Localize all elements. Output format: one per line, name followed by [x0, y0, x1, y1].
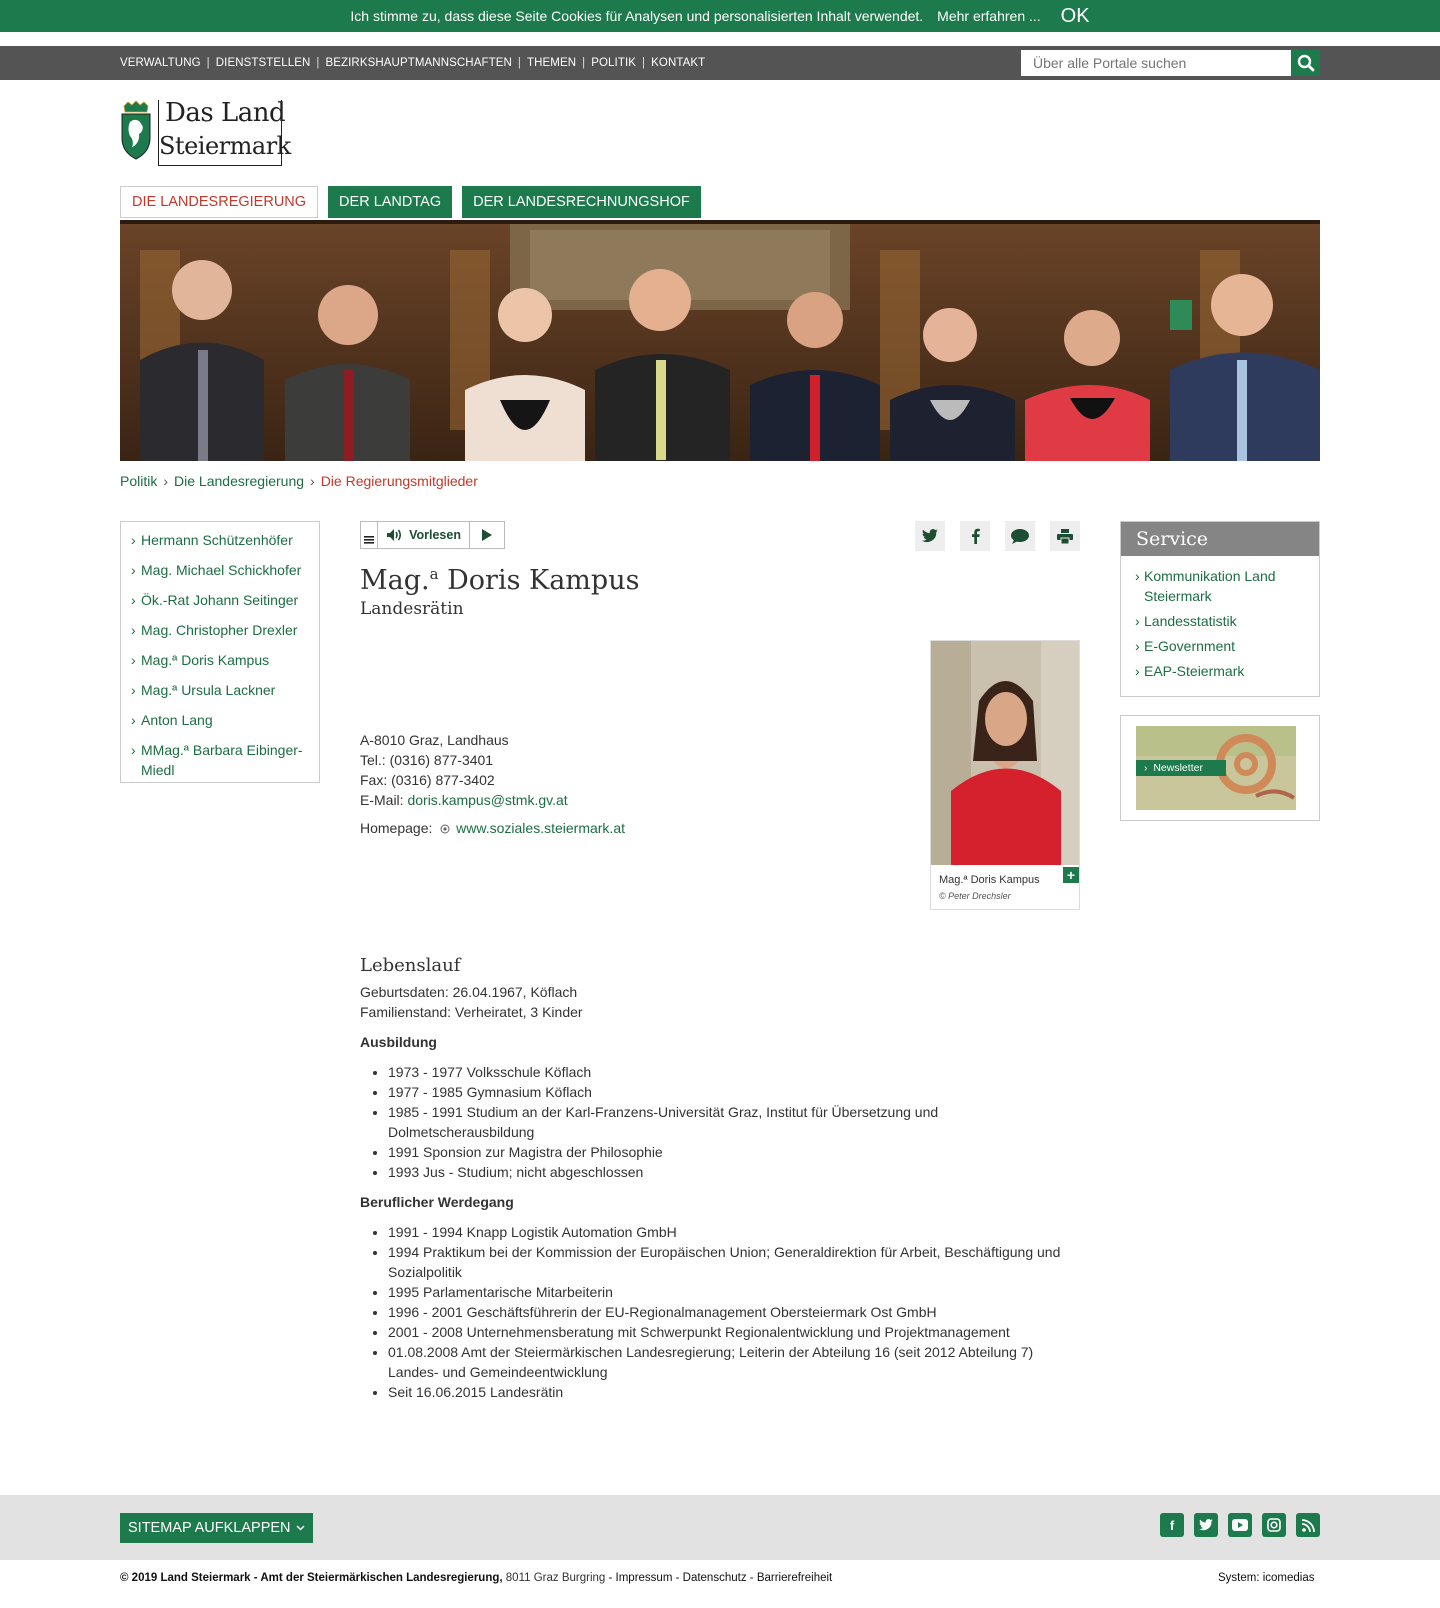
member-link-kampus[interactable]: › Mag.ª Doris Kampus — [131, 652, 270, 668]
topnav-dienststellen[interactable]: DIENSTSTELLEN — [215, 57, 311, 69]
search-button[interactable] — [1291, 50, 1320, 76]
service-list — [1121, 556, 1319, 681]
email-row: E-Mail: doris.kampus@stmk.gv.at — [360, 792, 568, 808]
member-link-eibinger-miedl[interactable]: › MMag.ª Barbara Eibinger-Miedl — [131, 742, 303, 778]
play-button[interactable] — [470, 529, 504, 541]
read-aloud-widget — [360, 521, 505, 549]
newsletter-label: › Newsletter — [1136, 760, 1226, 776]
cookie-more-link[interactable]: Mehr erfahren ... — [937, 8, 1041, 24]
facebook-share-button[interactable] — [960, 521, 990, 551]
portrait-photo[interactable] — [930, 640, 1080, 910]
topnav-themen[interactable]: THEMEN — [526, 57, 577, 69]
list-item: • 1985 - 1991 Studium an der Karl-Franzens-Universität Graz, Institut für Übersetzung und Dolmetscherausbildung — [388, 1102, 1080, 1142]
contact-info — [360, 730, 568, 810]
social-links — [1160, 1513, 1320, 1537]
logo-line-1: Das Land — [165, 98, 286, 128]
education-list — [388, 1062, 1080, 1182]
fax: Fax: (0316) 877-3402 — [360, 772, 495, 788]
top-nav: VERWALTUNG | DIENSTSTELLEN | BEZIRKSHAUPTMANNSCHAFTEN | THEMEN | POLITIK | KONTAKT — [120, 57, 706, 69]
member-link-lang[interactable]: › Anton Lang — [131, 712, 213, 728]
main-tabs — [120, 186, 701, 218]
chevron-down-icon — [296, 1525, 305, 1531]
list-item: • 1993 Jus - Studium; nicht abgeschlossen — [388, 1162, 1080, 1182]
list-item: • 01.08.2008 Amt der Steiermärkischen Landesregierung; Leiterin der Abteilung 16 (seit 2012 Abteilung 7) Landes- und Gemeindeentwicklung — [388, 1342, 1080, 1382]
youtube-icon[interactable] — [1228, 1513, 1252, 1537]
chevron-right-icon: › — [163, 473, 169, 489]
service-heading: Service — [1121, 522, 1319, 556]
members-nav — [120, 521, 320, 783]
instagram-icon[interactable] — [1262, 1513, 1286, 1537]
twitter-icon[interactable] — [1194, 1513, 1218, 1537]
top-bar — [0, 46, 1440, 80]
newsletter-box — [1120, 715, 1320, 821]
member-link-schuetzenhoefer[interactable]: › Hermann Schützenhöfer — [131, 532, 293, 548]
newsletter-banner[interactable] — [1136, 726, 1296, 810]
email-link[interactable]: doris.kampus@stmk.gv.at — [407, 792, 568, 808]
service-link-kommunikation[interactable]: › Kommunikation Land Steiermark — [1135, 568, 1276, 604]
logo-line-2: Steiermark — [159, 132, 291, 160]
coat-of-arms-icon — [120, 100, 152, 160]
list-item: • 1991 - 1994 Knapp Logistik Automation GmbH — [388, 1222, 1080, 1242]
facebook-icon — [971, 528, 980, 544]
read-aloud-button[interactable] — [378, 522, 470, 548]
portrait-image — [931, 641, 1079, 865]
name-prefix-sup: a — [429, 565, 439, 583]
reader-menu-button[interactable] — [361, 522, 378, 548]
tab-landesregierung[interactable]: DIE LANDESREGIERUNG — [120, 186, 318, 218]
footer-address: 8011 Graz Burgring — [505, 1572, 606, 1584]
speaker-icon — [386, 528, 404, 542]
member-link-seitinger[interactable]: › Ök.-Rat Johann Seitinger — [131, 592, 299, 608]
hero-image — [120, 220, 1320, 461]
service-link-landesstatistik[interactable]: › Landesstatistik — [1135, 613, 1237, 629]
breadcrumb-current: Die Regierungsmitglieder — [320, 473, 478, 489]
facebook-icon[interactable]: f — [1160, 1513, 1184, 1537]
list-item: • 1994 Praktikum bei der Kommission der Europäischen Union; Generaldirektion für Arbeit, Beschäftigung und Sozialpolitik — [388, 1242, 1080, 1282]
member-link-lackner[interactable]: › Mag.ª Ursula Lackner — [131, 682, 276, 698]
impressum-link[interactable]: Impressum — [615, 1572, 673, 1584]
system-credit: System: icomedias — [1218, 1572, 1315, 1584]
birth-data: Geburtsdaten: 26.04.1967, Köflach — [360, 984, 578, 1000]
homepage-row — [360, 820, 625, 836]
service-link-e-government[interactable]: › E-Government — [1135, 638, 1236, 654]
member-link-drexler[interactable]: › Mag. Christopher Drexler — [131, 622, 298, 638]
homepage-label: Homepage: — [360, 820, 433, 836]
career-heading: Beruflicher Werdegang — [360, 1194, 514, 1210]
rss-icon[interactable] — [1296, 1513, 1320, 1537]
phone: Tel.: (0316) 877-3401 — [360, 752, 494, 768]
name: Doris Kampus — [447, 565, 640, 596]
government-group-photo — [120, 220, 1320, 461]
list-item: • 1995 Parlamentarische Mitarbeiterin — [388, 1282, 1080, 1302]
role-subtitle: Landesrätin — [360, 599, 464, 619]
homepage-link[interactable]: www.soziales.steiermark.at — [456, 820, 625, 836]
logo-text — [158, 98, 291, 166]
twitter-share-button[interactable] — [915, 521, 945, 551]
address: A-8010 Graz, Landhaus — [360, 732, 509, 748]
list-item: • 1991 Sponsion zur Magistra der Philosophie — [388, 1142, 1080, 1162]
datenschutz-link[interactable]: Datenschutz — [682, 1572, 747, 1584]
portrait-graphic — [931, 641, 1079, 865]
member-link-schickhofer[interactable]: › Mag. Michael Schickhofer — [131, 562, 302, 578]
breadcrumb — [120, 473, 478, 489]
play-icon — [482, 529, 492, 541]
breadcrumb-politik[interactable]: Politik — [120, 473, 158, 489]
share-buttons — [915, 521, 1080, 551]
printer-icon — [1057, 529, 1073, 544]
copyright-text: © 2019 Land Steiermark - Amt der Steiermärkischen Landesregierung, — [120, 1572, 503, 1584]
sitemap-toggle-button[interactable]: SITEMAP AUFKLAPPEN — [120, 1513, 313, 1543]
read-aloud-label: Vorlesen — [409, 528, 461, 542]
service-box — [1120, 521, 1320, 697]
topnav-kontakt[interactable]: KONTAKT — [651, 57, 706, 69]
search-input[interactable] — [1021, 50, 1291, 76]
cookie-banner — [0, 0, 1440, 32]
list-item: • Seit 16.06.2015 Landesrätin — [388, 1382, 1080, 1402]
copyright-line: © 2019 Land Steiermark - Amt der Steiermärkischen Landesregierung, 8011 Graz Burgring - Impressum - Datenschutz - Barrierefreiheit — [120, 1572, 833, 1584]
barrierefreiheit-link[interactable]: Barrierefreiheit — [756, 1572, 833, 1584]
topnav-bezirkshauptmannschaften[interactable]: BEZIRKSHAUPTMANNSCHAFTEN — [325, 57, 512, 69]
cv-content — [360, 982, 1080, 1402]
footer-bar — [0, 1495, 1440, 1560]
career-list — [388, 1222, 1080, 1402]
comment-share-button[interactable] — [1005, 521, 1035, 551]
page-title — [360, 565, 639, 596]
menu-icon — [364, 536, 374, 544]
print-button[interactable] — [1050, 521, 1080, 551]
cookie-text: Ich stimme zu, dass diese Seite Cookies für Analysen und personalisierten Inhalt verwendet. — [350, 8, 924, 24]
tab-landtag[interactable]: DER LANDTAG — [328, 186, 452, 218]
topnav-verwaltung[interactable]: VERWALTUNG — [120, 57, 201, 69]
photo-copyright: © Peter Drechsler — [939, 891, 1011, 901]
education-heading: Ausbildung — [360, 1034, 437, 1050]
cv-heading: Lebenslauf — [360, 955, 461, 976]
list-item: • 1977 - 1985 Gymnasium Köflach — [388, 1082, 1080, 1102]
list-item: • 2001 - 2008 Unternehmensberatung mit Schwerpunkt Regionalentwicklung und Projektmanagement — [388, 1322, 1080, 1342]
service-link-eap[interactable]: › EAP-Steiermark — [1135, 663, 1245, 679]
enlarge-button[interactable]: + — [1063, 867, 1079, 883]
topnav-politik[interactable]: POLITIK — [591, 57, 637, 69]
site-logo[interactable] — [120, 98, 291, 166]
search-icon — [1297, 54, 1315, 72]
list-item: • 1973 - 1977 Volksschule Köflach — [388, 1062, 1080, 1082]
speech-bubble-icon — [1011, 529, 1029, 544]
cookie-ok-button[interactable]: OK — [1060, 4, 1090, 27]
chevron-right-icon: › — [310, 473, 315, 489]
name-prefix: Mag. — [360, 565, 430, 596]
breadcrumb-landesregierung[interactable]: Die Landesregierung — [174, 473, 305, 489]
family-status: Familienstand: Verheiratet, 3 Kinder — [360, 1004, 583, 1020]
external-link-icon — [440, 824, 450, 834]
tab-landesrechnungshof[interactable]: DER LANDESRECHNUNGSHOF — [462, 186, 701, 218]
list-item: • 1996 - 2001 Geschäftsführerin der EU-Regionalmanagement Obersteiermark Ost GmbH — [388, 1302, 1080, 1322]
search-form — [1021, 50, 1320, 76]
photo-caption: Mag.ª Doris Kampus — [939, 874, 1040, 886]
twitter-icon — [922, 529, 938, 543]
